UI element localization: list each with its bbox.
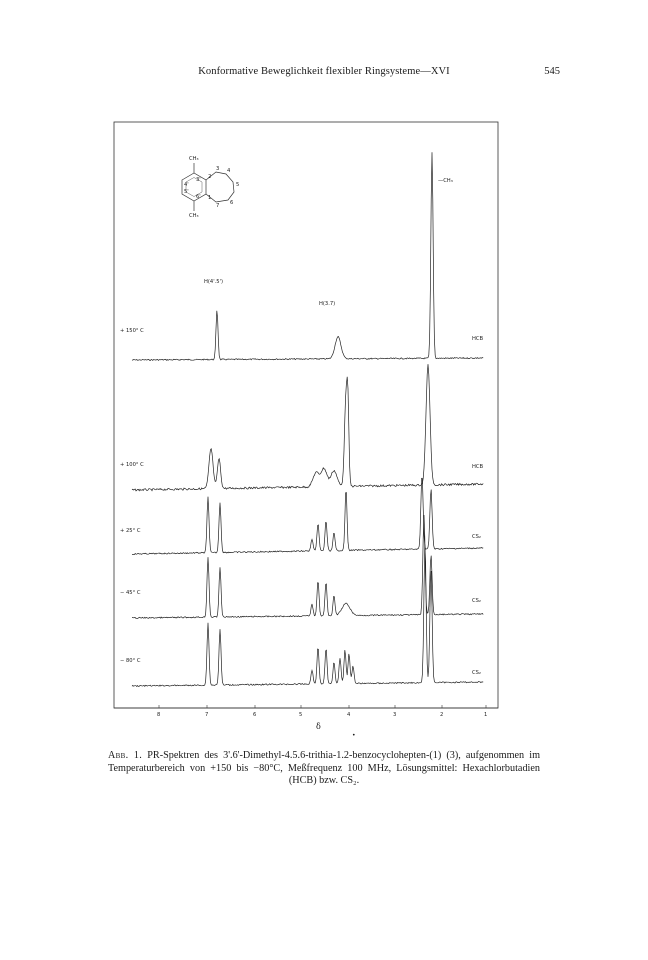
axis-tick-label: 7 xyxy=(205,712,209,718)
axis-tick-label: 2 xyxy=(440,712,444,718)
spectrum-temperature: + 150° C xyxy=(120,328,144,334)
axis-marker: • xyxy=(352,732,356,739)
spectrum-trace xyxy=(132,515,483,619)
structure-atom-5p: 5' xyxy=(184,189,189,195)
figure-caption xyxy=(108,750,540,788)
structure-atom-6p: 6' xyxy=(196,194,201,200)
peak-label-methylene: H(3.7) xyxy=(319,301,336,307)
peak-label-aromatic: H(4'.5') xyxy=(204,279,224,285)
spectrum-solvent: HCB xyxy=(472,336,484,342)
structure-atom-5: 5 xyxy=(236,182,240,188)
structure-atom-1: 1 xyxy=(208,195,212,201)
structure-atom-3: 3 xyxy=(216,166,220,172)
spectrum-trace xyxy=(132,364,483,491)
peak-label-methyl: —CH₃ xyxy=(438,178,453,184)
structure-atom-6: 6 xyxy=(230,200,234,206)
running-title: Konformative Beweglichkeit flexibler Ringsysteme—XVI xyxy=(198,66,450,77)
nmr-figure xyxy=(112,120,500,720)
spectrum-temperature: − 45° C xyxy=(120,590,141,596)
structure-top-methyl: CH₃ xyxy=(189,156,199,162)
structure-atom-4p: 4' xyxy=(184,182,189,188)
axis-tick-label: 1 xyxy=(484,712,488,718)
figure-frame xyxy=(114,122,498,708)
spectrum-temperature: − 80° C xyxy=(120,658,141,664)
structure-atom-4: 4 xyxy=(227,168,231,174)
spectrum-solvent: HCB xyxy=(472,464,484,470)
axis-ticks xyxy=(159,705,486,708)
axis-tick-label: 4 xyxy=(347,712,351,718)
spectrum-trace xyxy=(132,478,483,554)
structure-bottom-methyl: CH₃ xyxy=(189,213,199,219)
axis-tick-label: 6 xyxy=(253,712,257,718)
caption-text: PR-Spektren des 3'.6'-Dimethyl-4.5.6-trithia-1.2-benzocyclohepten-(1) (3), aufgenommen im Temperaturbereich von +150 bis −80°C, Meßfrequenz 100 MHz, Lösungsmittel: Hexachlorbutadien (HCB) bzw. CS₂. xyxy=(108,750,541,787)
axis-label: δ xyxy=(316,722,321,731)
structure-atom-2: 2 xyxy=(208,174,212,180)
spectrum-temperature: + 100° C xyxy=(120,462,144,468)
structure-atom-7: 7 xyxy=(216,203,220,209)
caption-prefix: Abb. 1. xyxy=(108,750,143,761)
spectrum-solvent: CS₂ xyxy=(472,598,481,604)
spectrum-solvent: CS₂ xyxy=(472,534,481,540)
spectrum-temperature: + 25° C xyxy=(120,528,141,534)
axis-tick-label: 3 xyxy=(393,712,397,718)
page-number: 545 xyxy=(544,66,560,77)
nmr-spectra-plot xyxy=(112,120,500,720)
running-head xyxy=(0,66,648,80)
axis-tick-label: 8 xyxy=(157,712,161,718)
spectrum-solvent: CS₂ xyxy=(472,670,481,676)
structure-atom-3p: 3' xyxy=(196,177,201,183)
axis-tick-label: 5 xyxy=(299,712,303,718)
